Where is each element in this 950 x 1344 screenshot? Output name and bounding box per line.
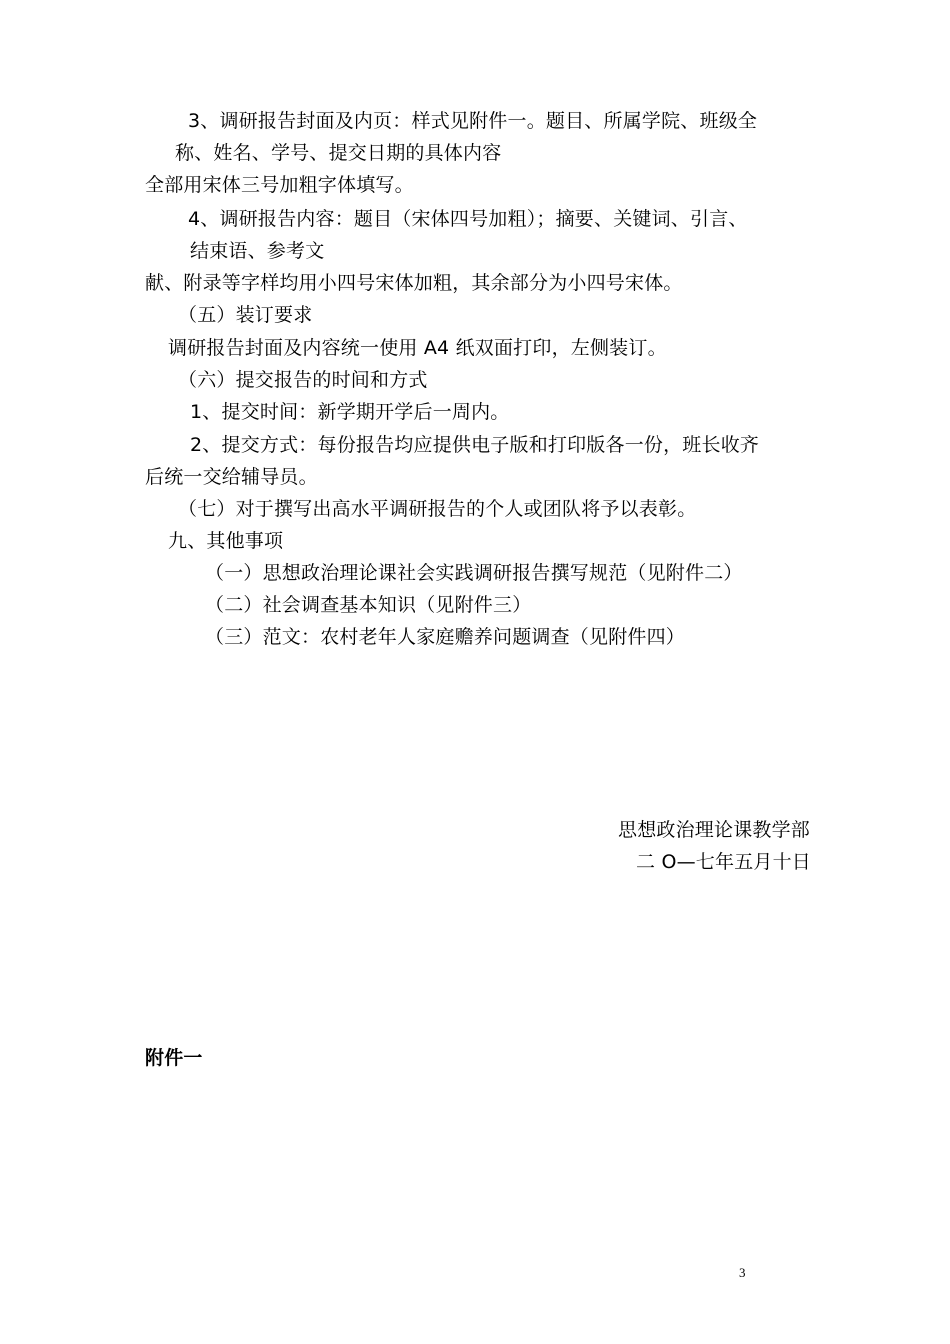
paragraph-line: 1、提交时间：新学期开学后一周内。 bbox=[190, 401, 510, 423]
list-item: （一）思想政治理论课社会实践调研报告撰写规范（见附件二） bbox=[205, 562, 743, 584]
page-number: 3 bbox=[739, 1265, 746, 1280]
signature-department: 思想政治理论课教学部 bbox=[618, 819, 811, 841]
signature-date: 二 O—七年五月十日 bbox=[636, 851, 811, 873]
section-heading: （七）对于撰写出高水平调研报告的个人或团队将予以表彰。 bbox=[178, 498, 697, 520]
section-heading: （五）装订要求 bbox=[178, 304, 313, 326]
section-heading: 九、其他事项 bbox=[168, 530, 284, 552]
list-item: （二）社会调查基本知识（见附件三） bbox=[205, 594, 532, 616]
paragraph-line: 调研报告封面及内容统一使用 A4 纸双面打印，左侧装订。 bbox=[168, 337, 667, 359]
paragraph-line: 献、附录等字样均用小四号宋体加粗，其余部分为小四号宋体。 bbox=[145, 272, 683, 294]
paragraph-line: 结束语、参考文 bbox=[190, 240, 325, 262]
paragraph-line: 4、调研报告内容：题目（宋体四号加粗）；摘要、关键词、引言、 bbox=[188, 208, 748, 230]
section-heading: （六）提交报告的时间和方式 bbox=[178, 369, 428, 391]
list-item: （三）范文：农村老年人家庭赡养问题调查（见附件四） bbox=[205, 626, 686, 648]
paragraph-line: 3、调研报告封面及内页：样式见附件一。题目、所属学院、班级全 bbox=[188, 110, 758, 132]
paragraph-line: 后统一交给辅导员。 bbox=[145, 466, 318, 488]
paragraph-line: 2、提交方式：每份报告均应提供电子版和打印版各一份，班长收齐 bbox=[190, 434, 760, 456]
attachment-heading: 附件一 bbox=[145, 1047, 203, 1069]
paragraph-line: 全部用宋体三号加粗字体填写。 bbox=[145, 174, 414, 196]
paragraph-line: 称、姓名、学号、提交日期的具体内容 bbox=[175, 142, 502, 164]
